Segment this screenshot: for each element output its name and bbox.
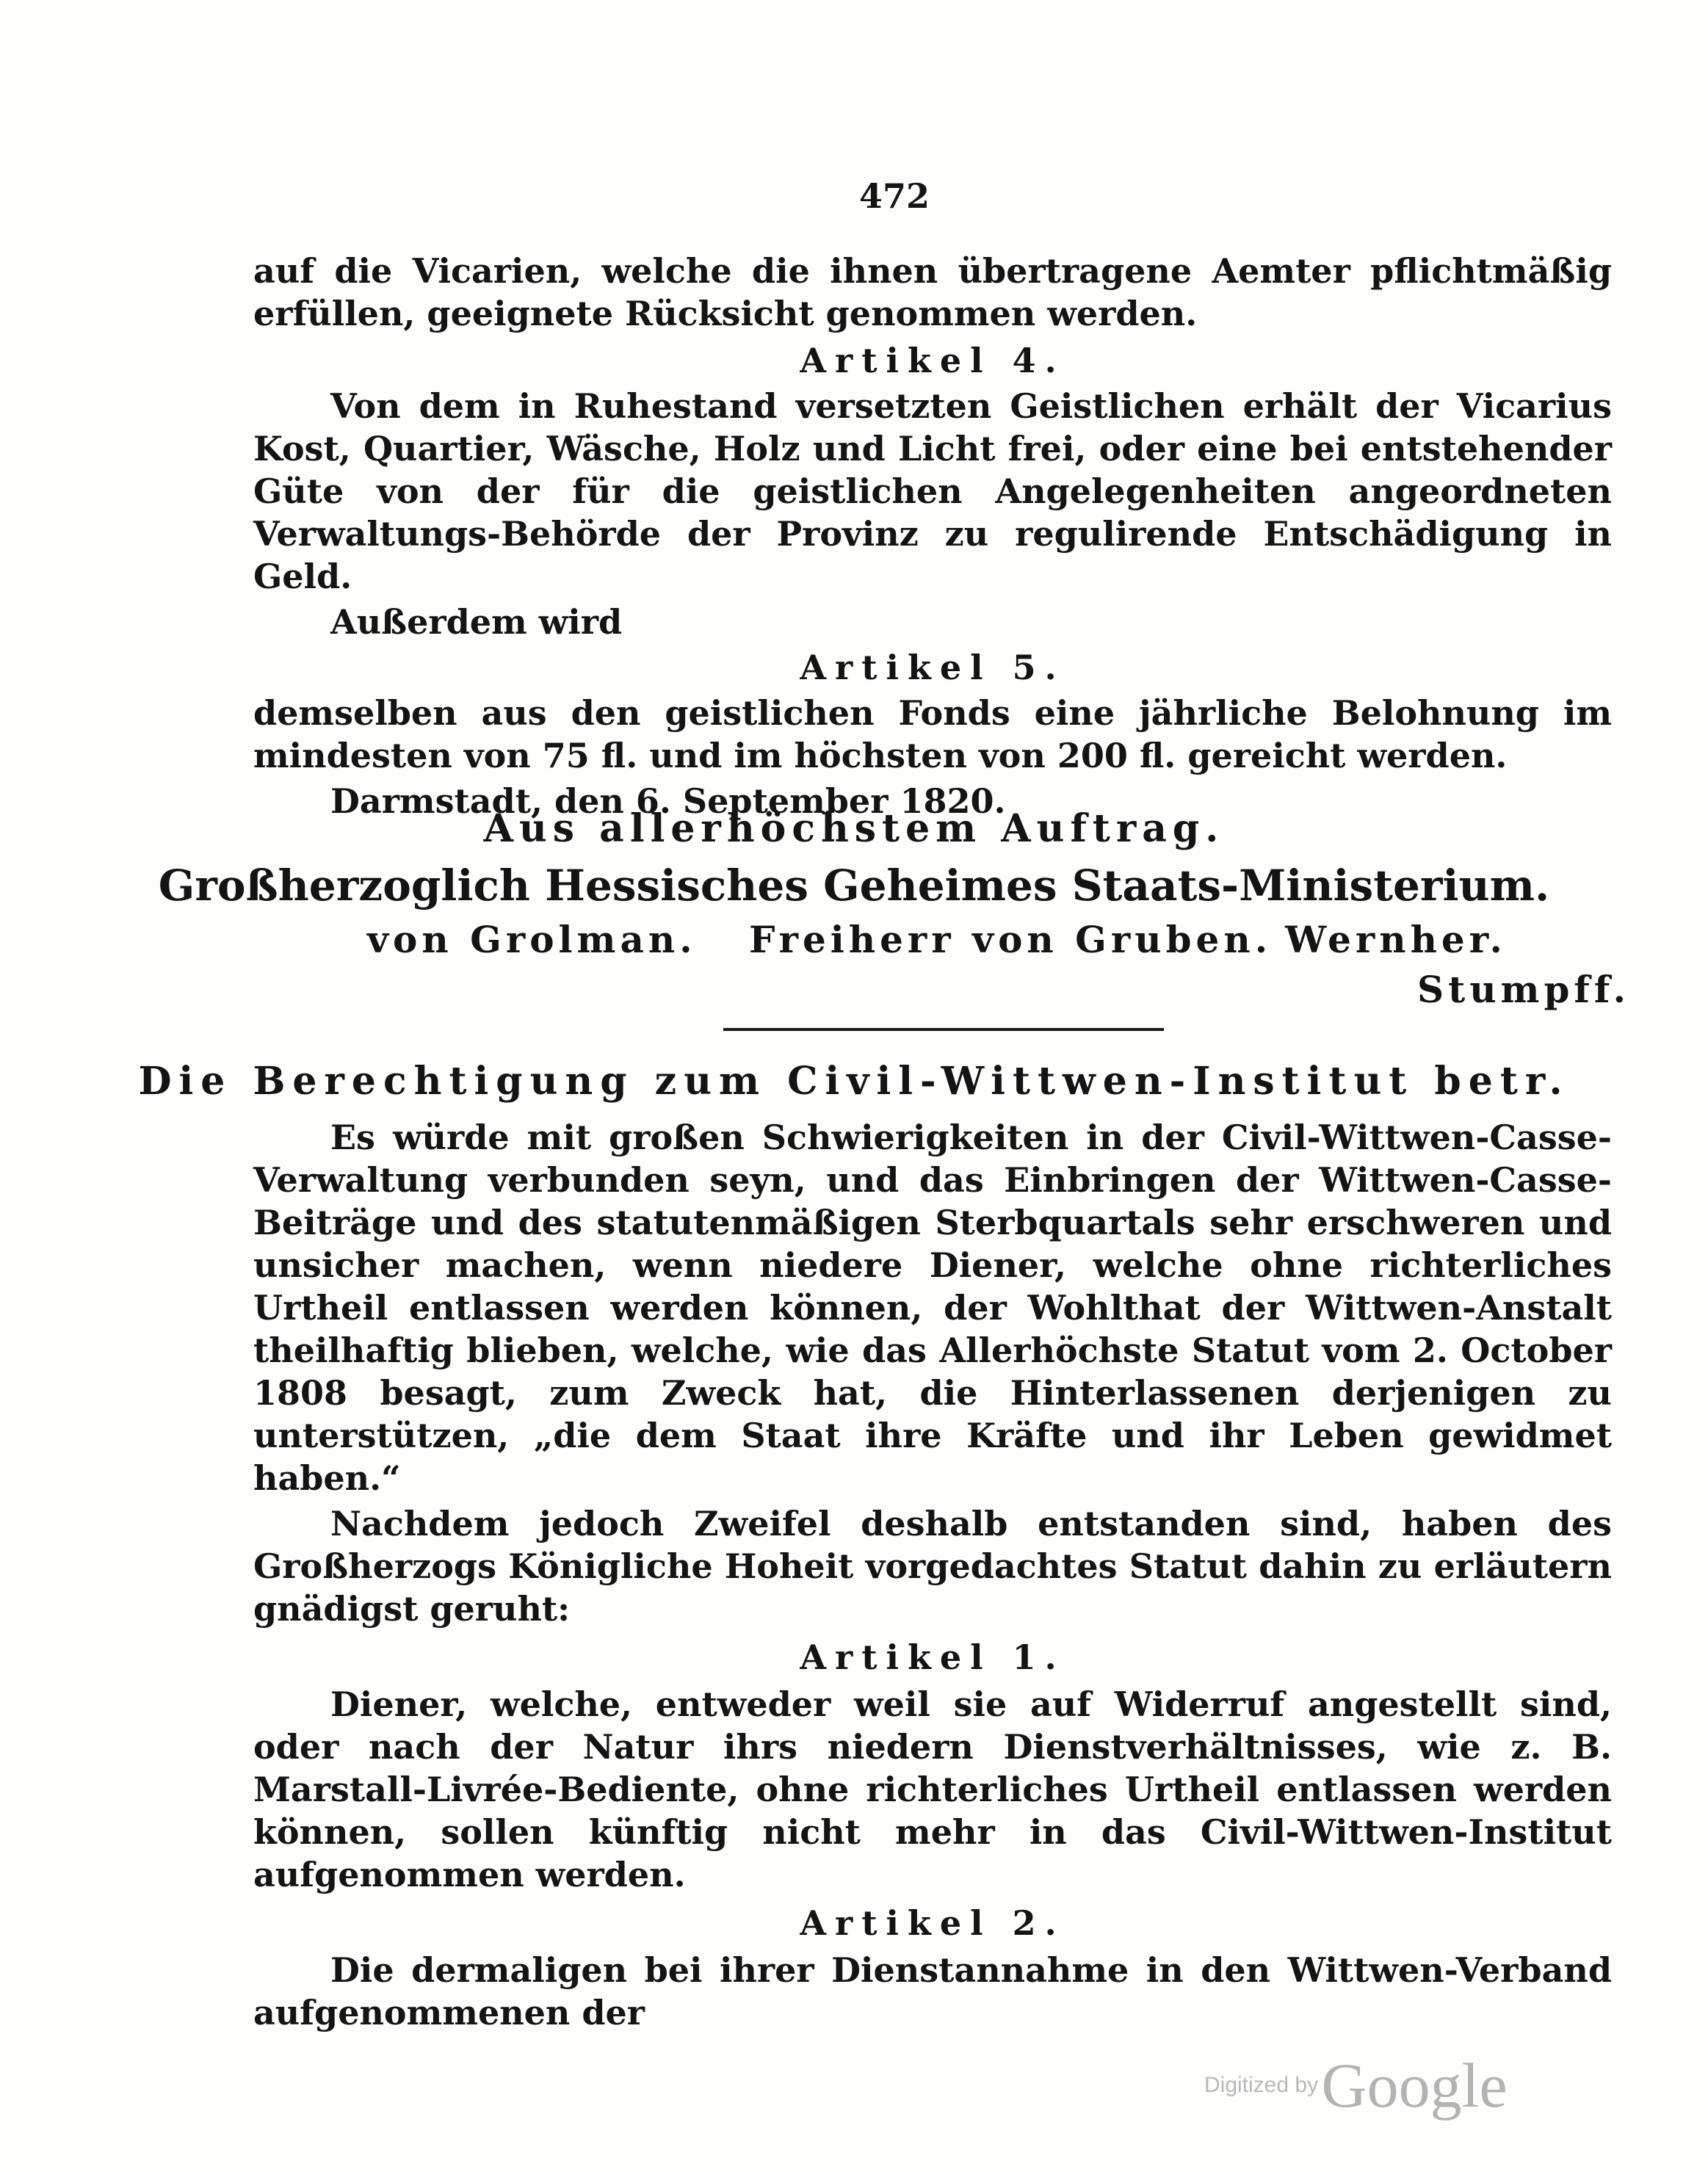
ministerium-line: Großherzoglich Hessisches Geheimes Staats-Ministerium. bbox=[158, 861, 1550, 911]
section-divider bbox=[723, 1028, 1164, 1031]
artikel-4-paragraph: Von dem in Ruhestand versetzten Geistlichen erhält der Vicarius Kost, Quartier, Wäsche, Holz und Licht frei, oder eine bei entstehender Güte von der für die geistlichen Angelegenheiten angeordneten Verwaltungs-Behörde der Provinz zu regulirende Entschädigung in Geld. bbox=[253, 386, 1612, 596]
signatory-gruben: Freiherr von Gruben. bbox=[749, 918, 1273, 961]
lower-text-block bbox=[253, 1116, 1612, 2034]
intro-paragraph: Es würde mit großen Schwierigkeiten in der Civil-Wittwen-Casse-Verwaltung verbunden seyn, und das Einbringen der Wittwen-Casse-Beiträge und des statutenmäßigen Sterbquartals sehr erschweren und unsicher machen, wenn niedere Diener, welche ohne richterliches Urtheil entlassen werden können, der Wohlthat der Wittwen-Anstalt theilhaftig blieben, welche, wie das Allerhöchste Statut vom 2. October 1808 besagt, zum Zweck hat, die Hinterlassenen derjenigen zu unterstützen, „die dem Staat ihre Kräfte und ihr Leben gewidmet haben.“ bbox=[253, 1118, 1612, 1498]
page-number: 472 bbox=[858, 176, 930, 216]
artikel-2-heading: Artikel 2. bbox=[800, 1903, 1065, 1943]
artikel-5-heading: Artikel 5. bbox=[800, 648, 1065, 687]
artikel-2-paragraph: Die dermaligen bei ihrer Dienstannahme in den Wittwen-Verband aufgenommenen der bbox=[253, 1950, 1612, 2032]
digitized-watermark bbox=[1204, 2049, 1508, 2122]
artikel-5-paragraph: demselben aus den geistlichen Fonds eine jährliche Belohnung im mindesten von 75 fl. und im höchsten von 200 fl. gereicht werden. bbox=[253, 693, 1612, 775]
signatory-grolman: von Grolman. bbox=[367, 918, 697, 961]
nachdem-paragraph: Nachdem jedoch Zweifel deshalb entstanden sind, haben des Großherzogs Königliche Hoheit vorgedachtes Statut dahin zu erläutern gnädigst geruht: bbox=[253, 1504, 1612, 1629]
artikel-4-heading: Artikel 4. bbox=[800, 341, 1065, 380]
signatory-wernher: Wernher. bbox=[1285, 918, 1507, 961]
continuation-paragraph: auf die Vicarien, welche die ihnen übertragene Aemter pflichtmäßig erfüllen, geeignete Rücksicht genommen werden. bbox=[253, 251, 1612, 333]
signatory-stumpff: Stumpff. bbox=[1417, 968, 1631, 1011]
auftrag-line: Aus allerhöchstem Auftrag. bbox=[483, 806, 1225, 851]
watermark-prefix: Digitized by bbox=[1204, 2073, 1319, 2097]
artikel-1-heading: Artikel 1. bbox=[800, 1637, 1065, 1677]
artikel-1-paragraph: Diener, welche, entweder weil sie auf Widerruf angestellt sind, oder nach der Natur ihrs niedern Dienstverhältnisses, wie z. B. Marstall-Livrée-Bediente, ohne richterliches Urtheil entlassen werden können, sollen künftig nicht mehr in das Civil-Wittwen-Institut aufgenommen werden. bbox=[253, 1684, 1612, 1894]
section-title: Die Berechtigung zum Civil-Wittwen-Institut betr. bbox=[138, 1059, 1570, 1104]
ausserdem-line: Außerdem wird bbox=[330, 602, 623, 642]
place-date-line: Darmstadt, den 6. September 1820. bbox=[330, 781, 1006, 821]
google-logo: Google bbox=[1321, 2050, 1508, 2121]
upper-text-block bbox=[253, 250, 1612, 822]
